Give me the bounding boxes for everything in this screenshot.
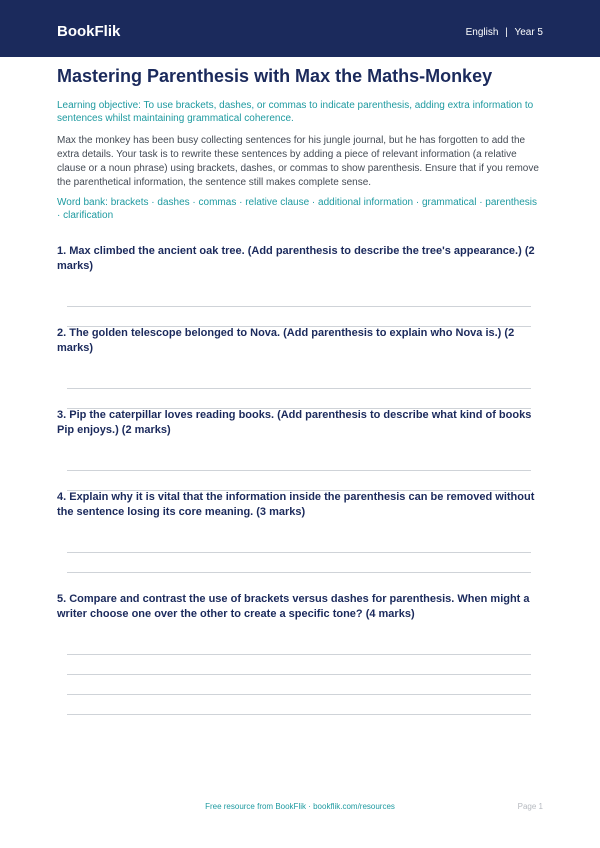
question-4 [57,490,543,520]
answer-line[interactable] [67,470,531,471]
answer-line[interactable] [67,306,531,307]
page-number: Page 1 [517,802,543,811]
answer-line[interactable] [67,694,531,695]
worksheet-intro [57,63,543,222]
word-bank: Word bank: brackets · dashes · commas · relative clause · additional information · grammatical · parenthesis · clarification [57,197,538,221]
question-text: 3. Pip the caterpillar loves reading books. (Add parenthesis to describe what kind of books Pip enjoys.) (2 marks) [57,409,532,436]
answer-line[interactable] [67,674,531,675]
answer-line[interactable] [67,572,531,573]
answer-line[interactable] [67,714,531,715]
answer-line[interactable] [67,654,531,655]
brand-logo[interactable]: BookFlik [57,23,121,40]
question-text: 5. Compare and contrast the use of brackets versus dashes for parenthesis. When might a writer choose one over the other to create a specific tone? (4 marks) [57,593,530,620]
page-header [0,0,600,57]
question-2 [57,326,543,356]
question-text: 1. Max climbed the ancient oak tree. (Add parenthesis to describe the tree's appearance.) (2 marks) [57,245,535,272]
question-text: 2. The golden telescope belonged to Nova. (Add parenthesis to explain who Nova is.) (2 marks) [57,327,515,354]
footer-credit[interactable]: Free resource from BookFlik · bookflik.com/resources [205,802,395,811]
header-separator: | [505,27,508,38]
page-title: Mastering Parenthesis with Max the Maths-Monkey [57,66,493,86]
question-5 [57,592,543,622]
answer-line[interactable] [67,388,531,389]
question-1 [57,244,543,274]
question-text: 4. Explain why it is vital that the information inside the parenthesis can be removed without the sentence losing its core meaning. (3 marks) [57,491,535,518]
subject-year-label [466,27,543,39]
learning-objective: Learning objective: To use brackets, dashes, or commas to indicate parenthesis, adding extra information to sentences whilst maintaining grammatical coherence. [57,100,534,124]
year-label: Year 5 [514,27,543,38]
subject-label: English [465,27,499,38]
task-instructions: Max the monkey has been busy collecting sentences for his jungle journal, but he has forgotten to add the extra details. Your task is to rewrite these sentences by adding a piece of relevant information (a relative clause or a noun phrase) using brackets, dashes, or commas to show parenthesis. Ensure that if you remove the parenthetical information, the sentence still makes complete sense. [57,135,539,188]
answer-line[interactable] [67,552,531,553]
question-3 [57,408,543,438]
